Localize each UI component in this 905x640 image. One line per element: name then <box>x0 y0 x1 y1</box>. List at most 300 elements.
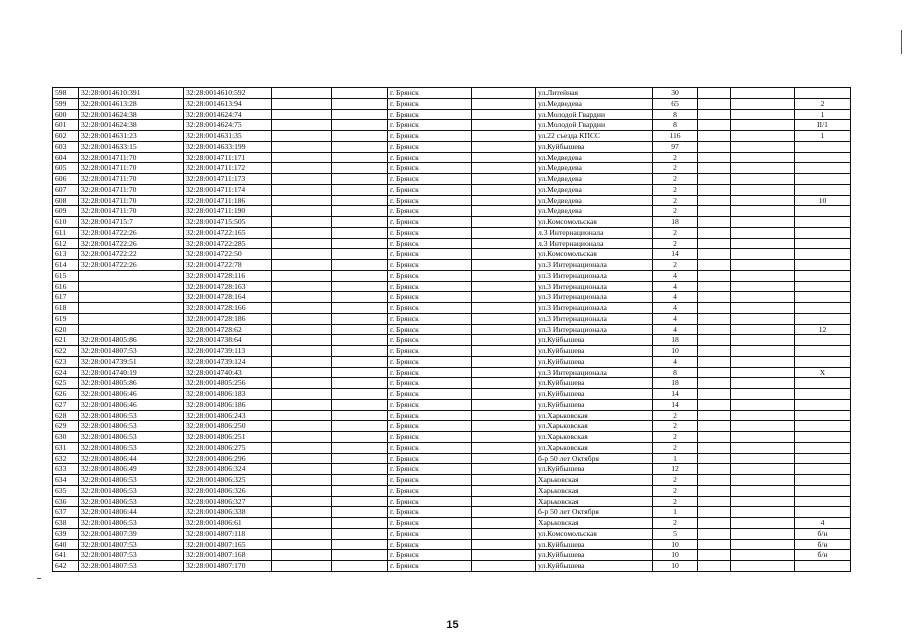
building-number-cell <box>795 496 851 507</box>
cadastral-quarter-cell: 32:28:0014722:22 <box>79 249 184 260</box>
blank-cell-cell <box>731 389 795 400</box>
city-cell: г. Брянск <box>388 184 472 195</box>
blank-cell-cell <box>698 217 731 228</box>
property-table <box>52 87 851 572</box>
row-number-cell: 611 <box>53 227 79 238</box>
blank-cell-cell <box>332 270 388 281</box>
blank-cell-cell <box>731 421 795 432</box>
street-cell: ул.Куйбышева <box>536 346 653 357</box>
blank-cell-cell <box>272 249 332 260</box>
blank-cell-cell <box>731 496 795 507</box>
cadastral-quarter-cell: 32:28:0014805:86 <box>79 335 184 346</box>
blank-cell-cell <box>472 453 536 464</box>
table-row <box>53 399 851 410</box>
blank-cell-cell <box>472 163 536 174</box>
street-cell: ул.3 Интернационала <box>536 303 653 314</box>
blank-cell-cell <box>698 98 731 109</box>
row-number-cell: 603 <box>53 141 79 152</box>
city-cell: г. Брянск <box>388 464 472 475</box>
cadastral-quarter-cell: 32:28:0014807:53 <box>79 561 184 572</box>
blank-cell-cell <box>272 507 332 518</box>
city-cell: г. Брянск <box>388 550 472 561</box>
blank-cell-cell <box>731 485 795 496</box>
city-cell: г. Брянск <box>388 389 472 400</box>
cadastral-quarter-cell: 32:28:0014711:70 <box>79 152 184 163</box>
table-row <box>53 281 851 292</box>
blank-cell-cell <box>698 324 731 335</box>
street-cell: ул.Куйбышева <box>536 141 653 152</box>
cadastral-quarter-cell: 32:28:0014806:46 <box>79 399 184 410</box>
blank-cell-cell <box>698 184 731 195</box>
street-cell: ул.22 съезда КПСС <box>536 131 653 142</box>
row-number-cell: 612 <box>53 238 79 249</box>
blank-cell-cell <box>472 238 536 249</box>
house-number-cell: 5 <box>653 528 698 539</box>
blank-cell-cell <box>272 378 332 389</box>
street-cell: ул.Медведева <box>536 206 653 217</box>
cadastral-number-cell: 32:28:0014807:165 <box>184 539 272 550</box>
table-row <box>53 432 851 443</box>
blank-cell-cell <box>332 120 388 131</box>
house-number-cell: 2 <box>653 174 698 185</box>
city-cell: г. Брянск <box>388 475 472 486</box>
cadastral-quarter-cell: 32:28:0014722:26 <box>79 227 184 238</box>
street-cell: ул.Куйбышева <box>536 550 653 561</box>
cadastral-number-cell: 32:28:0014722:50 <box>184 249 272 260</box>
table-row <box>53 292 851 303</box>
blank-cell-cell <box>731 270 795 281</box>
blank-cell-cell <box>698 195 731 206</box>
row-number-cell: 618 <box>53 303 79 314</box>
scan-edge-mark <box>37 578 41 579</box>
street-cell: б-р 50 лет Октября <box>536 453 653 464</box>
row-number-cell: 642 <box>53 561 79 572</box>
table-row <box>53 335 851 346</box>
blank-cell-cell <box>731 260 795 271</box>
blank-cell-cell <box>472 281 536 292</box>
table-row <box>53 475 851 486</box>
blank-cell-cell <box>472 464 536 475</box>
blank-cell-cell <box>731 561 795 572</box>
city-cell: г. Брянск <box>388 270 472 281</box>
street-cell: ул.Комсомольская <box>536 528 653 539</box>
blank-cell-cell <box>731 346 795 357</box>
building-number-cell <box>795 88 851 99</box>
cadastral-number-cell: 32:28:0014806:61 <box>184 518 272 529</box>
blank-cell-cell <box>332 163 388 174</box>
street-cell: ул.3 Интернационала <box>536 260 653 271</box>
building-number-cell <box>795 399 851 410</box>
blank-cell-cell <box>698 249 731 260</box>
blank-cell-cell <box>332 421 388 432</box>
table-row <box>53 410 851 421</box>
building-number-cell: 1 <box>795 131 851 142</box>
house-number-cell: 2 <box>653 238 698 249</box>
building-number-cell <box>795 432 851 443</box>
city-cell: г. Брянск <box>388 528 472 539</box>
house-number-cell: 4 <box>653 303 698 314</box>
cadastral-number-cell: 32:28:0014738:64 <box>184 335 272 346</box>
cadastral-number-cell: 32:28:0014633:199 <box>184 141 272 152</box>
blank-cell-cell <box>332 485 388 496</box>
house-number-cell: 12 <box>653 464 698 475</box>
cadastral-number-cell: 32:28:0014711:172 <box>184 163 272 174</box>
blank-cell-cell <box>272 496 332 507</box>
city-cell: г. Брянск <box>388 421 472 432</box>
blank-cell-cell <box>272 367 332 378</box>
blank-cell-cell <box>731 367 795 378</box>
street-cell: Харьковская <box>536 485 653 496</box>
building-number-cell <box>795 485 851 496</box>
cadastral-quarter-cell: 32:28:0014807:53 <box>79 550 184 561</box>
building-number-cell <box>795 313 851 324</box>
street-cell: ул.Медведева <box>536 163 653 174</box>
house-number-cell: 4 <box>653 313 698 324</box>
row-number-cell: 605 <box>53 163 79 174</box>
blank-cell-cell <box>272 206 332 217</box>
row-number-cell: 625 <box>53 378 79 389</box>
blank-cell-cell <box>731 475 795 486</box>
blank-cell-cell <box>698 335 731 346</box>
blank-cell-cell <box>731 410 795 421</box>
blank-cell-cell <box>698 378 731 389</box>
house-number-cell: 8 <box>653 120 698 131</box>
city-cell: г. Брянск <box>388 518 472 529</box>
row-number-cell: 609 <box>53 206 79 217</box>
table-row <box>53 367 851 378</box>
blank-cell-cell <box>731 152 795 163</box>
city-cell: г. Брянск <box>388 410 472 421</box>
cadastral-number-cell: 32:28:0014806:250 <box>184 421 272 432</box>
house-number-cell: 97 <box>653 141 698 152</box>
cadastral-quarter-cell: 32:28:0014711:70 <box>79 184 184 195</box>
building-number-cell <box>795 303 851 314</box>
city-cell: г. Брянск <box>388 260 472 271</box>
blank-cell-cell <box>472 227 536 238</box>
city-cell: г. Брянск <box>388 561 472 572</box>
house-number-cell: 2 <box>653 496 698 507</box>
building-number-cell <box>795 464 851 475</box>
blank-cell-cell <box>332 528 388 539</box>
street-cell: ул.Куйбышева <box>536 356 653 367</box>
blank-cell-cell <box>332 561 388 572</box>
blank-cell-cell <box>332 195 388 206</box>
blank-cell-cell <box>472 518 536 529</box>
blank-cell-cell <box>698 475 731 486</box>
building-number-cell <box>795 335 851 346</box>
blank-cell-cell <box>272 453 332 464</box>
street-cell: ул.3 Интернационала <box>536 292 653 303</box>
blank-cell-cell <box>332 88 388 99</box>
city-cell: г. Брянск <box>388 152 472 163</box>
blank-cell-cell <box>472 356 536 367</box>
row-number-cell: 613 <box>53 249 79 260</box>
table-row <box>53 120 851 131</box>
blank-cell-cell <box>332 432 388 443</box>
building-number-cell <box>795 227 851 238</box>
cadastral-quarter-cell: 32:28:0014806:53 <box>79 485 184 496</box>
blank-cell-cell <box>472 109 536 120</box>
blank-cell-cell <box>472 539 536 550</box>
table-row <box>53 174 851 185</box>
blank-cell-cell <box>698 313 731 324</box>
street-cell: ул.Харьковская <box>536 442 653 453</box>
building-number-cell <box>795 238 851 249</box>
table-row <box>53 303 851 314</box>
city-cell: г. Брянск <box>388 109 472 120</box>
cadastral-number-cell: 32:28:0014806:243 <box>184 410 272 421</box>
building-number-cell: б/н <box>795 528 851 539</box>
building-number-cell: б/н <box>795 550 851 561</box>
city-cell: г. Брянск <box>388 507 472 518</box>
city-cell: г. Брянск <box>388 238 472 249</box>
blank-cell-cell <box>272 550 332 561</box>
house-number-cell: 2 <box>653 421 698 432</box>
cadastral-number-cell: 32:28:0014613:94 <box>184 98 272 109</box>
table-row <box>53 249 851 260</box>
cadastral-quarter-cell: 32:28:0014633:15 <box>79 141 184 152</box>
blank-cell-cell <box>272 475 332 486</box>
blank-cell-cell <box>698 141 731 152</box>
blank-cell-cell <box>272 88 332 99</box>
table-row <box>53 389 851 400</box>
row-number-cell: 616 <box>53 281 79 292</box>
house-number-cell: 2 <box>653 260 698 271</box>
house-number-cell: 2 <box>653 206 698 217</box>
street-cell: Харьковская <box>536 518 653 529</box>
blank-cell-cell <box>272 217 332 228</box>
blank-cell-cell <box>698 270 731 281</box>
row-number-cell: 637 <box>53 507 79 518</box>
cadastral-number-cell: 32:28:0014624:75 <box>184 120 272 131</box>
cadastral-quarter-cell: 32:28:0014806:53 <box>79 421 184 432</box>
house-number-cell: 8 <box>653 367 698 378</box>
blank-cell-cell <box>332 496 388 507</box>
blank-cell-cell <box>698 389 731 400</box>
page-number: 15 <box>446 619 459 631</box>
blank-cell-cell <box>472 270 536 281</box>
cadastral-quarter-cell: 32:28:0014739:51 <box>79 356 184 367</box>
blank-cell-cell <box>731 141 795 152</box>
table-row <box>53 528 851 539</box>
table-row <box>53 238 851 249</box>
row-number-cell: 629 <box>53 421 79 432</box>
city-cell: г. Брянск <box>388 539 472 550</box>
row-number-cell: 635 <box>53 485 79 496</box>
blank-cell-cell <box>698 485 731 496</box>
city-cell: г. Брянск <box>388 163 472 174</box>
cadastral-quarter-cell <box>79 270 184 281</box>
blank-cell-cell <box>472 88 536 99</box>
blank-cell-cell <box>472 561 536 572</box>
street-cell: ул.Куйбышева <box>536 464 653 475</box>
city-cell: г. Брянск <box>388 249 472 260</box>
row-number-cell: 627 <box>53 399 79 410</box>
blank-cell-cell <box>272 120 332 131</box>
street-cell: ул.Медведева <box>536 184 653 195</box>
blank-cell-cell <box>731 249 795 260</box>
blank-cell-cell <box>472 217 536 228</box>
house-number-cell: 4 <box>653 292 698 303</box>
blank-cell-cell <box>698 507 731 518</box>
building-number-cell <box>795 356 851 367</box>
blank-cell-cell <box>272 98 332 109</box>
cadastral-number-cell: 32:28:0014806:325 <box>184 475 272 486</box>
blank-cell-cell <box>472 324 536 335</box>
city-cell: г. Брянск <box>388 217 472 228</box>
blank-cell-cell <box>731 442 795 453</box>
city-cell: г. Брянск <box>388 335 472 346</box>
table-row <box>53 464 851 475</box>
blank-cell-cell <box>472 550 536 561</box>
row-number-cell: 623 <box>53 356 79 367</box>
cadastral-number-cell: 32:28:0014807:170 <box>184 561 272 572</box>
blank-cell-cell <box>472 195 536 206</box>
blank-cell-cell <box>272 561 332 572</box>
blank-cell-cell <box>731 109 795 120</box>
blank-cell-cell <box>731 98 795 109</box>
city-cell: г. Брянск <box>388 88 472 99</box>
building-number-cell <box>795 410 851 421</box>
blank-cell-cell <box>332 410 388 421</box>
city-cell: г. Брянск <box>388 496 472 507</box>
blank-cell-cell <box>472 507 536 518</box>
blank-cell-cell <box>472 98 536 109</box>
row-number-cell: 621 <box>53 335 79 346</box>
blank-cell-cell <box>472 184 536 195</box>
blank-cell-cell <box>472 442 536 453</box>
cadastral-number-cell: 32:28:0014711:174 <box>184 184 272 195</box>
blank-cell-cell <box>731 432 795 443</box>
house-number-cell: 2 <box>653 410 698 421</box>
blank-cell-cell <box>272 335 332 346</box>
building-number-cell <box>795 453 851 464</box>
cadastral-quarter-cell: 32:28:0014806:53 <box>79 432 184 443</box>
blank-cell-cell <box>332 303 388 314</box>
house-number-cell: 2 <box>653 518 698 529</box>
house-number-cell: 30 <box>653 88 698 99</box>
blank-cell-cell <box>332 174 388 185</box>
blank-cell-cell <box>272 399 332 410</box>
street-cell: ул.Харьковская <box>536 410 653 421</box>
blank-cell-cell <box>698 120 731 131</box>
table-row <box>53 184 851 195</box>
cadastral-quarter-cell: 32:28:0014806:53 <box>79 442 184 453</box>
cadastral-number-cell: 32:28:0014805:256 <box>184 378 272 389</box>
blank-cell-cell <box>731 539 795 550</box>
blank-cell-cell <box>731 550 795 561</box>
blank-cell-cell <box>472 399 536 410</box>
city-cell: г. Брянск <box>388 131 472 142</box>
street-cell: ул.Литейная <box>536 88 653 99</box>
blank-cell-cell <box>472 367 536 378</box>
house-number-cell: 2 <box>653 152 698 163</box>
city-cell: г. Брянск <box>388 399 472 410</box>
blank-cell-cell <box>272 227 332 238</box>
blank-cell-cell <box>698 550 731 561</box>
cadastral-number-cell: 32:28:0014739:113 <box>184 346 272 357</box>
building-number-cell <box>795 217 851 228</box>
building-number-cell: 4 <box>795 518 851 529</box>
city-cell: г. Брянск <box>388 120 472 131</box>
city-cell: г. Брянск <box>388 346 472 357</box>
row-number-cell: 634 <box>53 475 79 486</box>
house-number-cell: 10 <box>653 561 698 572</box>
blank-cell-cell <box>698 206 731 217</box>
table-row <box>53 152 851 163</box>
blank-cell-cell <box>272 313 332 324</box>
street-cell: ул.Харьковская <box>536 421 653 432</box>
blank-cell-cell <box>698 260 731 271</box>
table-row <box>53 270 851 281</box>
row-number-cell: 598 <box>53 88 79 99</box>
blank-cell-cell <box>332 367 388 378</box>
row-number-cell: 636 <box>53 496 79 507</box>
row-number-cell: 619 <box>53 313 79 324</box>
street-cell: ул.3 Интернационала <box>536 367 653 378</box>
blank-cell-cell <box>472 496 536 507</box>
street-cell: ул.Комсомольская <box>536 217 653 228</box>
city-cell: г. Брянск <box>388 432 472 443</box>
cadastral-quarter-cell: 32:28:0014807:39 <box>79 528 184 539</box>
city-cell: г. Брянск <box>388 485 472 496</box>
blank-cell-cell <box>472 206 536 217</box>
house-number-cell: 10 <box>653 346 698 357</box>
cadastral-quarter-cell: 32:28:0014806:44 <box>79 507 184 518</box>
cadastral-quarter-cell: 32:28:0014711:70 <box>79 206 184 217</box>
blank-cell-cell <box>472 335 536 346</box>
blank-cell-cell <box>272 195 332 206</box>
building-number-cell: 12 <box>795 324 851 335</box>
blank-cell-cell <box>332 238 388 249</box>
row-number-cell: 601 <box>53 120 79 131</box>
cadastral-quarter-cell: 32:28:0014624:38 <box>79 109 184 120</box>
table-row <box>53 227 851 238</box>
row-number-cell: 604 <box>53 152 79 163</box>
table-row <box>53 88 851 99</box>
blank-cell-cell <box>332 389 388 400</box>
blank-cell-cell <box>332 184 388 195</box>
blank-cell-cell <box>731 313 795 324</box>
street-cell: ул.3 Интернационала <box>536 270 653 281</box>
blank-cell-cell <box>332 442 388 453</box>
building-number-cell: II/1 <box>795 120 851 131</box>
city-cell: г. Брянск <box>388 141 472 152</box>
building-number-cell <box>795 389 851 400</box>
street-cell: ул.Куйбышева <box>536 399 653 410</box>
blank-cell-cell <box>272 109 332 120</box>
cadastral-number-cell: 32:28:0014711:171 <box>184 152 272 163</box>
table-row <box>53 163 851 174</box>
blank-cell-cell <box>332 227 388 238</box>
blank-cell-cell <box>698 88 731 99</box>
blank-cell-cell <box>332 378 388 389</box>
blank-cell-cell <box>472 120 536 131</box>
blank-cell-cell <box>272 260 332 271</box>
blank-cell-cell <box>698 442 731 453</box>
row-number-cell: 639 <box>53 528 79 539</box>
blank-cell-cell <box>332 399 388 410</box>
table-row <box>53 550 851 561</box>
cadastral-quarter-cell: 32:28:0014806:44 <box>79 453 184 464</box>
building-number-cell: 2 <box>795 98 851 109</box>
building-number-cell <box>795 442 851 453</box>
row-number-cell: 641 <box>53 550 79 561</box>
table-row <box>53 217 851 228</box>
blank-cell-cell <box>332 507 388 518</box>
cadastral-quarter-cell: 32:28:0014807:53 <box>79 346 184 357</box>
house-number-cell: 8 <box>653 109 698 120</box>
